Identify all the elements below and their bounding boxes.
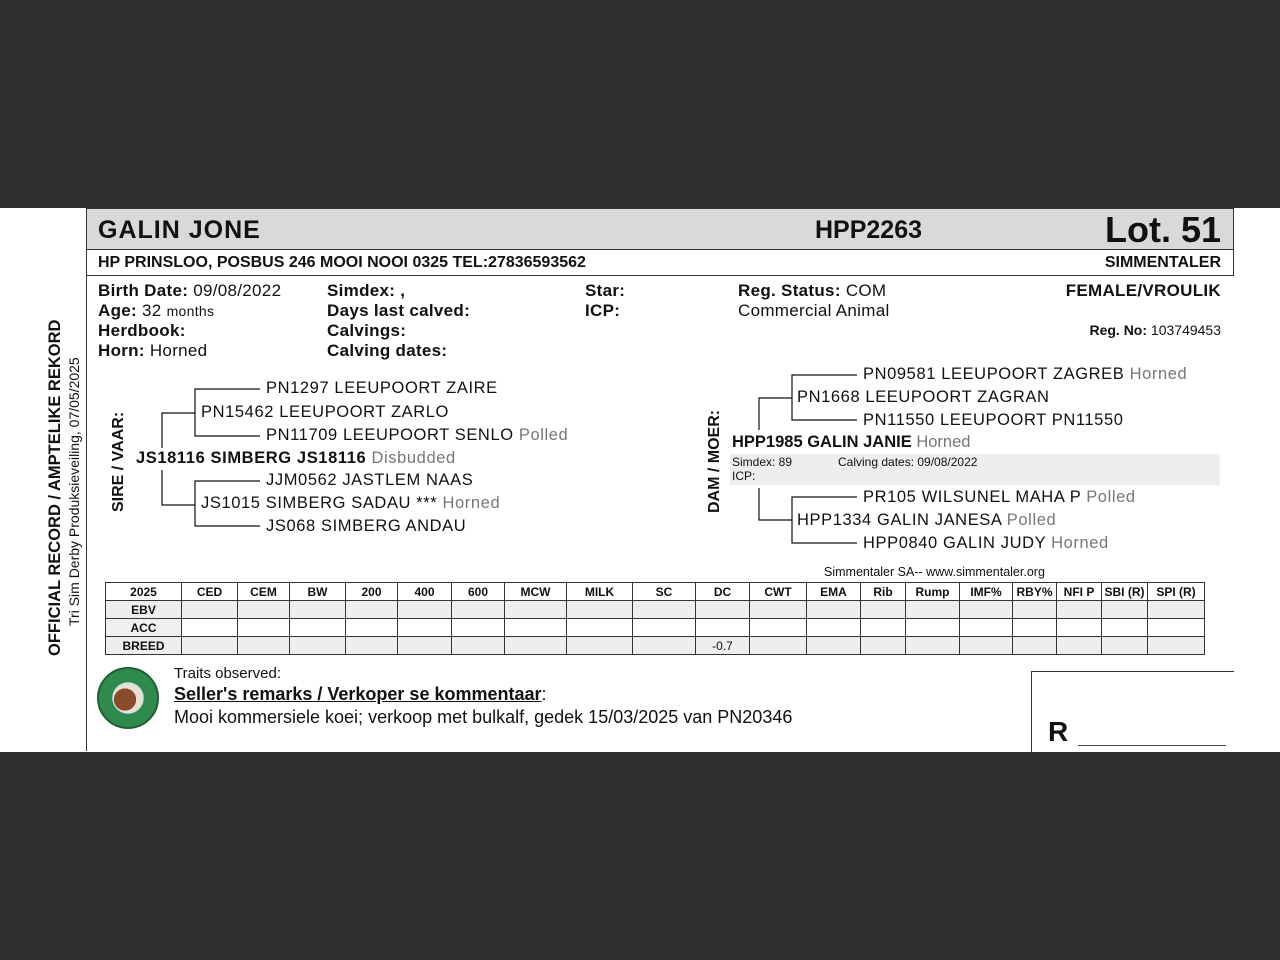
row-label: EBV — [106, 601, 182, 619]
header-cell: MILK — [567, 583, 633, 601]
traits-table — [105, 582, 1205, 655]
table-cell — [960, 601, 1013, 619]
traits-header-row — [106, 583, 1205, 601]
table-cell — [906, 619, 960, 637]
table-cell — [238, 637, 290, 655]
website-link: Simmentaler SA-- www.simmentaler.org — [824, 565, 1045, 579]
table-cell — [750, 637, 807, 655]
sire-sire-dam: PN11709 LEEUPOORT SENLO Polled — [266, 426, 569, 444]
icp-label: ICP: — [585, 301, 621, 320]
seller-remarks-text: Mooi kommersiele koei; verkoop met bulkalf, gedek 15/03/2025 van PN20346 — [174, 707, 793, 727]
animal-name: GALIN JONE — [98, 216, 261, 244]
horn-status: Horn: Horned — [98, 341, 208, 360]
calving-dates-label: Calving dates: — [327, 341, 448, 360]
table-cell — [906, 601, 960, 619]
price-box — [1031, 671, 1234, 752]
header-cell: CED — [182, 583, 238, 601]
dam-sire: PN1668 LEEUPOORT ZAGRAN — [797, 388, 1050, 406]
table-cell — [182, 601, 238, 619]
sex-label: FEMALE/VROULIK — [1065, 281, 1221, 300]
simdex-label: Simdex: , — [327, 281, 406, 300]
table-cell — [452, 619, 505, 637]
sire-main: JS18116 SIMBERG JS18116 Disbudded — [136, 449, 456, 467]
dam-sire-dam: PN11550 LEEUPOORT PN11550 — [863, 411, 1124, 429]
catalogue-card — [0, 208, 1280, 752]
table-cell — [1057, 619, 1102, 637]
table-cell — [182, 619, 238, 637]
header-cell: RBY% — [1013, 583, 1057, 601]
header-cell: SC — [633, 583, 696, 601]
row-label: BREED — [106, 637, 182, 655]
header-cell: EMA — [807, 583, 861, 601]
table-cell — [238, 601, 290, 619]
header-cell: Rib — [861, 583, 906, 601]
header-cell: IMF% — [960, 583, 1013, 601]
dam-dam-dam: HPP0840 GALIN JUDY Horned — [863, 534, 1109, 552]
owner-details: HP PRINSLOO, POSBUS 246 MOOI NOOI 0325 TEL:27836593562 — [98, 254, 586, 271]
table-cell — [505, 637, 567, 655]
sire-sire-sire: PN1297 LEEUPOORT ZAIRE — [266, 379, 498, 397]
table-cell — [505, 619, 567, 637]
table-cell — [960, 619, 1013, 637]
header-cell: MCW — [505, 583, 567, 601]
dam-dam: HPP1334 GALIN JANESA Polled — [797, 511, 1057, 529]
table-cell — [1148, 619, 1205, 637]
table-cell — [567, 619, 633, 637]
currency-symbol: R — [1048, 716, 1069, 747]
table-cell — [1102, 637, 1148, 655]
dam-icp: ICP: — [732, 469, 756, 483]
table-cell — [696, 619, 750, 637]
table-cell — [807, 619, 861, 637]
table-cell — [1148, 601, 1205, 619]
table-cell — [1013, 637, 1057, 655]
table-cell — [1102, 601, 1148, 619]
breed-label: SIMMENTALER — [1104, 254, 1221, 271]
table-cell — [861, 601, 906, 619]
table-cell — [861, 637, 906, 655]
table-cell — [633, 637, 696, 655]
age: Age: 32 months — [98, 301, 215, 320]
dam-main: HPP1985 GALIN JANIE Horned — [732, 433, 971, 451]
sire-dam-dam: JS068 SIMBERG ANDAU — [266, 517, 467, 535]
table-cell — [1057, 601, 1102, 619]
table-cell — [452, 637, 505, 655]
table-cell — [290, 601, 346, 619]
table-cell — [182, 637, 238, 655]
star-label: Star: — [585, 281, 626, 300]
table-cell — [960, 637, 1013, 655]
header-cell: 200 — [346, 583, 398, 601]
seller-remarks-heading: Seller's remarks / Verkoper se kommentaar: — [174, 684, 547, 704]
sire-dam-sire: JJM0562 JASTLEM NAAS — [266, 471, 474, 489]
table-cell — [1057, 637, 1102, 655]
official-record-label: OFFICIAL RECORD / AMPTELIKE REKORD — [46, 319, 64, 656]
table-cell — [346, 601, 398, 619]
header-cell: SBI (R) — [1102, 583, 1148, 601]
table-cell — [807, 601, 861, 619]
table-cell — [750, 619, 807, 637]
price-line: ___________________ — [1078, 730, 1226, 746]
table-cell — [861, 619, 906, 637]
herdbook-label: Herdbook: — [98, 321, 186, 340]
reg-status-desc: Commercial Animal — [738, 301, 890, 320]
row-label: ACC — [106, 619, 182, 637]
table-cell — [346, 619, 398, 637]
table-cell — [696, 601, 750, 619]
header-cell: 600 — [452, 583, 505, 601]
table-cell — [633, 619, 696, 637]
table-cell — [1148, 637, 1205, 655]
traits-observed-label: Traits observed: — [174, 665, 281, 682]
dam-calving-dates: Calving dates: 09/08/2022 — [838, 455, 978, 469]
header-cell: BW — [290, 583, 346, 601]
table-cell: -0.7 — [696, 637, 750, 655]
breed-row — [106, 637, 1205, 655]
table-cell — [750, 601, 807, 619]
ebv-row — [106, 601, 1205, 619]
dam-sire-sire: PN09581 LEEUPOORT ZAGREB Horned — [863, 365, 1188, 383]
animal-id: HPP2263 — [815, 216, 923, 244]
dam-label: DAM / MOER: — [706, 409, 723, 513]
table-cell — [398, 619, 452, 637]
birth-date: Birth Date: 09/08/2022 — [98, 281, 282, 300]
table-cell — [452, 601, 505, 619]
header-cell: Rump — [906, 583, 960, 601]
dam-details-box — [730, 454, 1220, 485]
sale-name: Tri Sim Derby Produksieveiling, 07/05/2025 — [66, 357, 82, 626]
table-cell — [290, 619, 346, 637]
table-cell — [807, 637, 861, 655]
header-cell: DC — [696, 583, 750, 601]
table-cell — [1013, 619, 1057, 637]
sire-label: SIRE / VAAR: — [110, 411, 127, 512]
table-cell — [1013, 601, 1057, 619]
table-cell — [567, 637, 633, 655]
acc-row — [106, 619, 1205, 637]
table-cell — [906, 637, 960, 655]
lot-number: Lot. 51 — [1104, 209, 1221, 250]
table-cell — [398, 601, 452, 619]
header-cell: SPI (R) — [1148, 583, 1205, 601]
table-cell — [346, 637, 398, 655]
days-last-calved-label: Days last calved: — [327, 301, 471, 320]
simmentaler-logo-icon — [97, 667, 159, 729]
header-cell: CWT — [750, 583, 807, 601]
header-cell: CEM — [238, 583, 290, 601]
reg-number: Reg. No: 103749453 — [1089, 322, 1221, 338]
table-cell — [567, 601, 633, 619]
header-cell: 2025 — [106, 583, 182, 601]
header-cell: 400 — [398, 583, 452, 601]
dam-dam-sire: PR105 WILSUNEL MAHA P Polled — [863, 488, 1136, 506]
dam-simdex: Simdex: 89 — [732, 455, 793, 469]
sire-dam: JS1015 SIMBERG SADAU *** Horned — [201, 494, 501, 512]
table-cell — [505, 601, 567, 619]
table-cell — [290, 637, 346, 655]
calvings-label: Calvings: — [327, 321, 407, 340]
reg-status: Reg. Status: COM — [738, 281, 887, 300]
header-cell: NFI P — [1057, 583, 1102, 601]
table-cell — [633, 601, 696, 619]
table-cell — [238, 619, 290, 637]
sire-sire: PN15462 LEEUPOORT ZARLO — [201, 403, 449, 421]
table-cell — [1102, 619, 1148, 637]
table-cell — [398, 637, 452, 655]
